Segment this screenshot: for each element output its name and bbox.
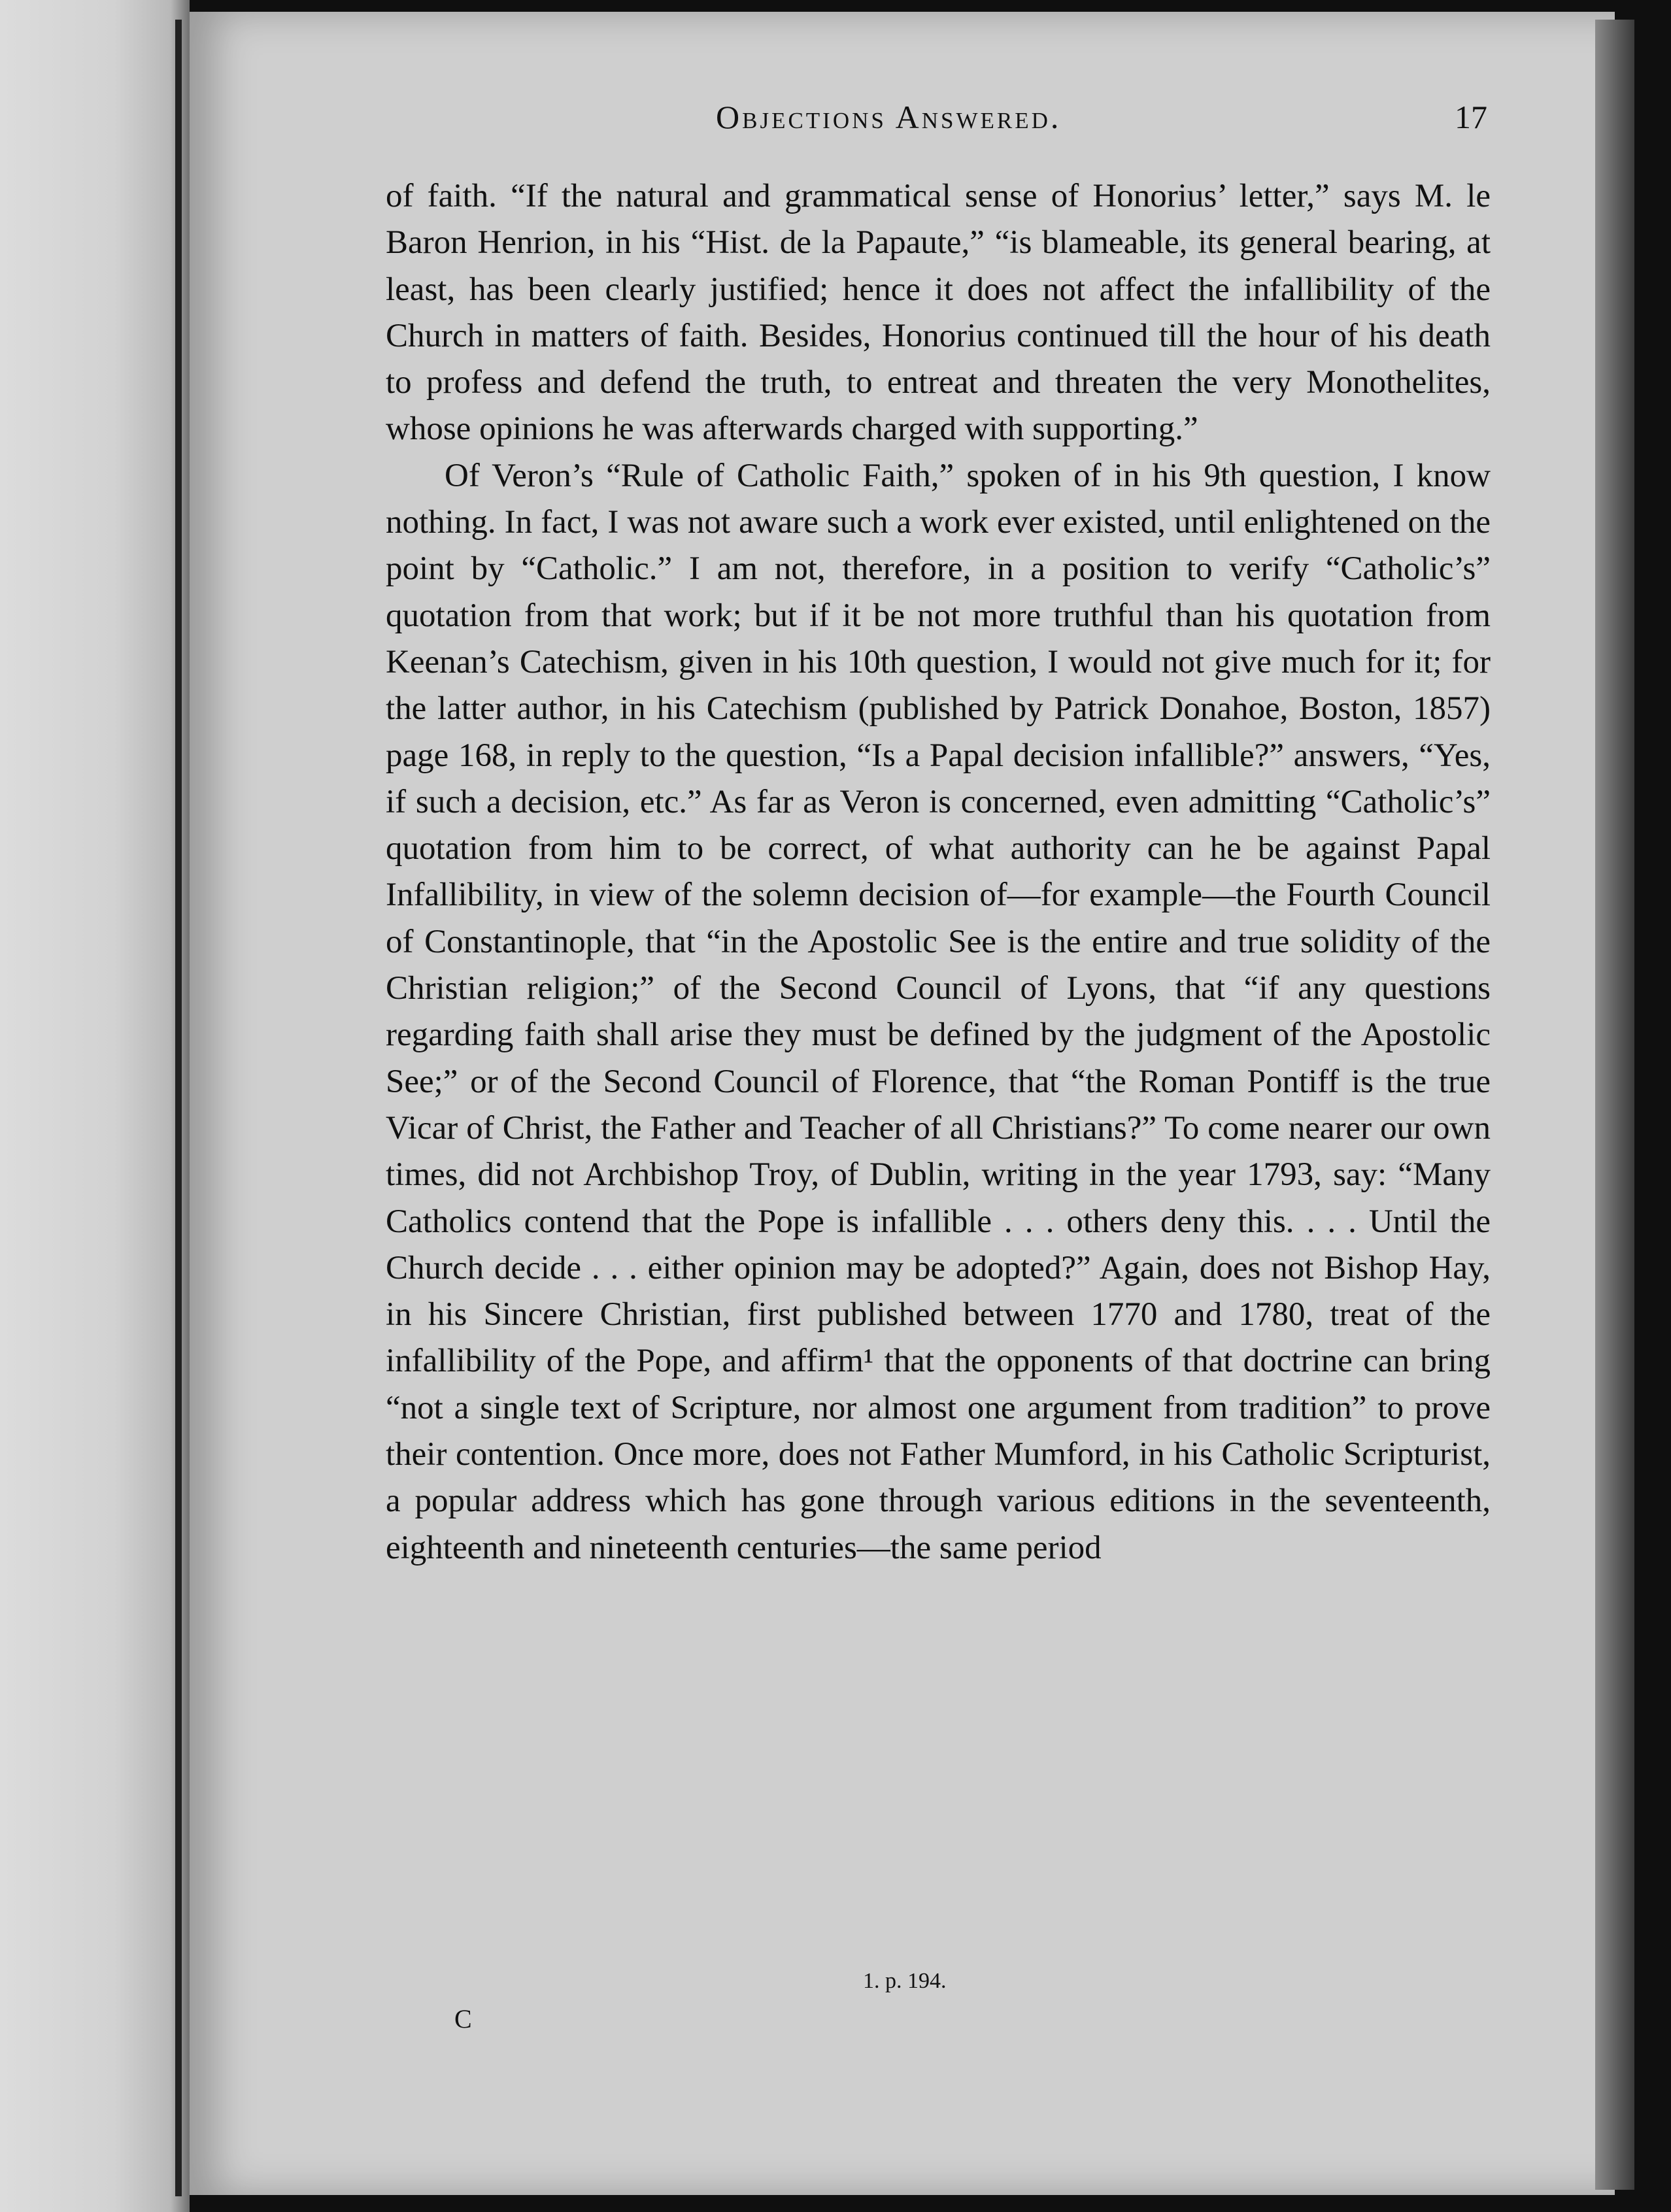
spine-shadow — [175, 20, 182, 2196]
facing-page-edge — [0, 0, 190, 2212]
signature-mark: C — [454, 2004, 472, 2034]
page-number: 17 — [1455, 99, 1487, 135]
page-header — [0, 98, 1671, 157]
running-title: Objections Answered. — [716, 99, 1062, 135]
page-stack-edge — [1595, 20, 1634, 2190]
paragraph-1: of faith. “If the natural and grammatical sense of Honorius’ letter,” says M. le Baron Henrion, in his “Hist. de la Papaute,” “is blameable, its general bearing, at least, has been clearly justified; hence it does not affect the infallibility of the Church in matters of faith. Besides, Honorius continued till the hour of his death to profess and defend the truth, to entreat and threaten the very Monothelites, whose opinions he was afterwards charged with supporting.” — [386, 178, 1491, 448]
footnote: 1. p. 194. — [863, 1969, 947, 1993]
paragraph-2: Of Veron’s “Rule of Catholic Faith,” spoken of in his 9th question, I know nothing. In fact, I was not aware such a work ever existed, until enlightened on the point by “Catholic.” I am not, therefore, in a position to verify “Catholic’s” quotation from that work; but if it be not more truthful than his quotation from Keenan’s Catechism, given in his 10th question, I would not give much for it; for the latter author, in his Catechism (published by Patrick Donahoe, Boston, 1857) page 168, in reply to the question, “Is a Papal decision infallible?” answers, “Yes, if such a decision, etc.” As far as Veron is concerned, even admitting “Catholic’s” quotation from him to be correct, of what authority can he be against Papal Infallibility, in view of the solemn decision of—for example—the Fourth Council of Constantinople, that “in the Apostolic See is the entire and true solidity of the Christian religion;” of the Second Council of Lyons, that “if any questions regarding faith shall arise they must be defined by the judgment of the Apostolic See;” or of the Second Council of Florence, that “the Roman Pontiff is the true Vicar of Christ, the Father and Teacher of all Christians?” To come nearer our own times, did not Archbishop Troy, of Dublin, writing in the year 1793, say: “Many Catholics contend that the Pope is infallible . . . others deny this. . . . Until the Church decide . . . either opinion may be adopted?” Again, does not Bishop Hay, in his Sincere Christian, first published between 1770 and 1780, treat of the infallibility of the Pope, and affirm¹ that the opponents of that doctrine can bring “not a single text of Scripture, nor almost one argument from tradition” to prove their contention. Once more, does not Father Mumford, in his Catholic Scripturist, a popular address which has gone through various editions in the seventeenth, eighteenth and nineteenth centuries—the same period — [386, 457, 1491, 1566]
body-text — [386, 173, 1491, 1571]
